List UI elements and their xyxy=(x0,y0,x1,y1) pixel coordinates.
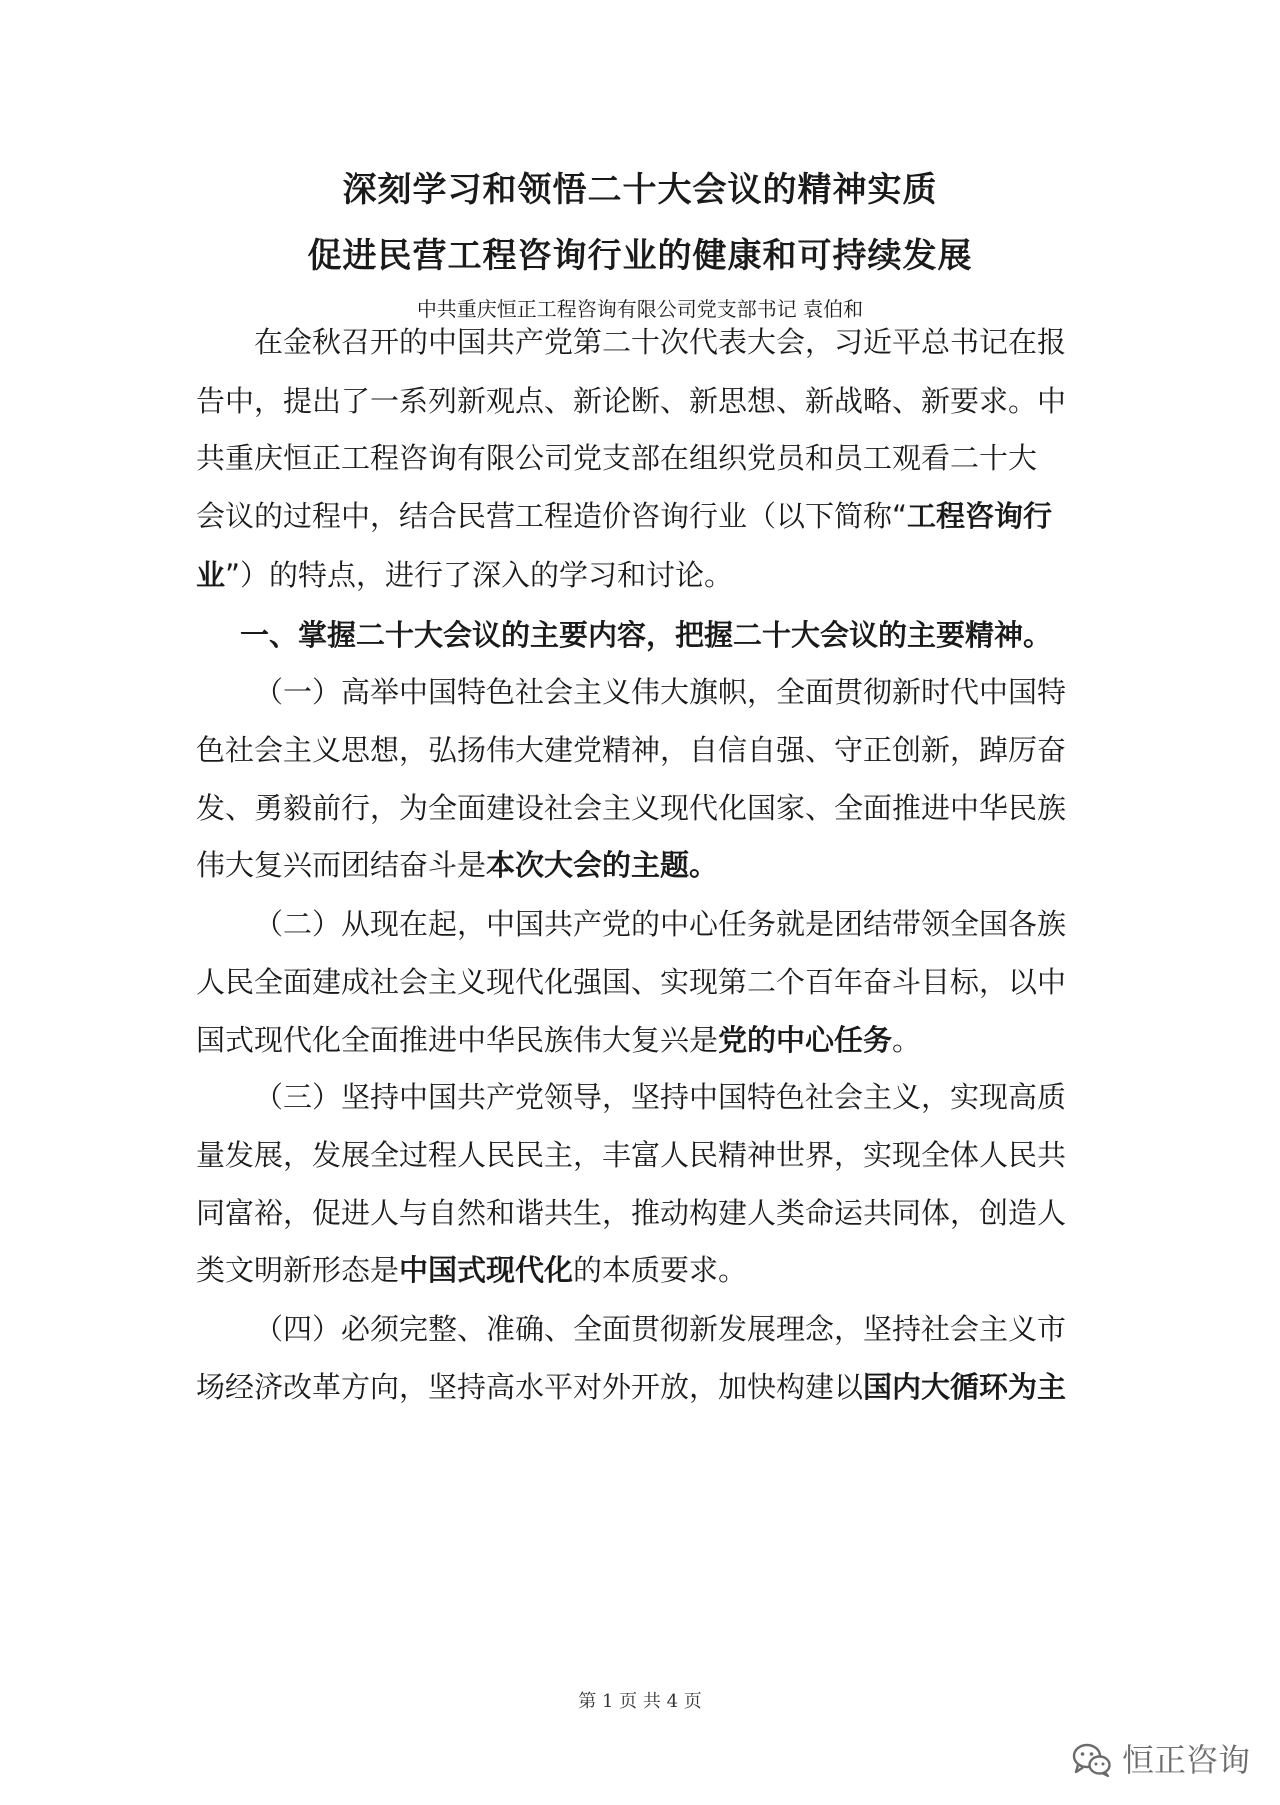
body-text: 场经济改革方向，坚持高水平对外开放，加快构建以 xyxy=(196,1370,864,1404)
body-text: 在金秋召开的中国共产党第二十次代表大会，习近平总书记在报 xyxy=(254,325,1067,359)
emphasis-text: 业 xyxy=(196,558,226,592)
body-line xyxy=(196,788,1094,828)
body-text: （四）必须完整、准确、全面贯彻新发展理念，坚持社会主义市 xyxy=(254,1312,1067,1346)
body-text: ”）的特点，进行了深入的学习和讨论。 xyxy=(225,558,734,592)
document-author: 中共重庆恒正工程咨询有限公司党支部书记 袁伯和 xyxy=(416,297,864,321)
watermark-text: 恒正咨询 xyxy=(1121,1741,1250,1779)
emphasis-text: 中国式现代化 xyxy=(399,1253,574,1287)
body-text: 会议的过程中，结合民营工程造价咨询行业（以下简称“ xyxy=(196,499,908,533)
body-text: 类文明新形态是 xyxy=(196,1253,400,1287)
body-text: 伟大复兴而团结奋斗是 xyxy=(196,848,487,882)
body-line xyxy=(254,1309,1094,1349)
body-text: （三）坚持中国共产党领导，坚持中国特色社会主义，实现高质 xyxy=(254,1080,1067,1114)
body-text: 量发展，发展全过程人民民主，丰富人民精神世界，实现全体人民共 xyxy=(196,1138,1067,1172)
body-line xyxy=(196,1367,1094,1407)
emphasis-text: 本次大会的主题。 xyxy=(486,848,719,882)
body-text: 同富裕，促进人与自然和谐共生，推动构建人类命运共同体，创造人 xyxy=(196,1196,1067,1230)
body-text: 国式现代化全面推进中华民族伟大复兴是 xyxy=(196,1023,719,1057)
body-line xyxy=(254,1077,1094,1117)
body-text: （一）高举中国特色社会主义伟大旗帜，全面贯彻新时代中国特 xyxy=(254,675,1067,709)
emphasis-text: 工程咨询行 xyxy=(907,499,1053,533)
document-title-line-2: 促进民营工程咨询行业的健康和可持续发展 xyxy=(307,236,973,276)
body-text: 的本质要求。 xyxy=(573,1253,748,1287)
body-text: 共重庆恒正工程咨询有限公司党支部在组织党员和员工观看二十大 xyxy=(196,441,1038,475)
body-line xyxy=(196,1250,1094,1290)
emphasis-text: 一、掌握二十大会议的主要内容，把握二十大会议的主要精神。 xyxy=(240,618,1053,652)
body-line xyxy=(196,730,1094,770)
page-number: 第 1 页 共 4 页 xyxy=(578,1691,702,1712)
body-text: 。 xyxy=(892,1023,922,1057)
body-line xyxy=(196,962,1094,1002)
body-line xyxy=(196,1135,1094,1175)
body-text: （二）从现在起，中国共产党的中心任务就是团结带领全国各族 xyxy=(254,907,1067,941)
body-text: 人民全面建成社会主义现代化强国、实现第二个百年奋斗目标，以中 xyxy=(196,965,1067,999)
body-line xyxy=(196,381,1094,421)
document-title-line-1: 深刻学习和领悟二十大会议的精神实质 xyxy=(342,170,938,210)
emphasis-text: 国内大循环为主 xyxy=(863,1370,1067,1404)
body-line xyxy=(254,672,1094,712)
body-line xyxy=(196,438,1094,478)
body-line xyxy=(254,322,1094,362)
emphasis-text: 党的中心任务 xyxy=(718,1023,893,1057)
body-text: 告中，提出了一系列新观点、新论断、新思想、新战略、新要求。中 xyxy=(196,384,1067,418)
watermark xyxy=(1072,1738,1250,1782)
body-text: 发、勇毅前行，为全面建设社会主义现代化国家、全面推进中华民族 xyxy=(196,791,1067,825)
body-line xyxy=(196,1193,1094,1233)
wechat-icon xyxy=(1072,1742,1112,1778)
body-text: 色社会主义思想，弘扬伟大建党精神，自信自强、守正创新，踔厉奋 xyxy=(196,733,1067,767)
body-line xyxy=(240,615,1094,655)
body-line xyxy=(196,845,1094,885)
body-line xyxy=(196,496,1094,536)
body-line xyxy=(196,555,1094,595)
body-line xyxy=(254,904,1094,944)
body-line xyxy=(196,1020,1094,1060)
